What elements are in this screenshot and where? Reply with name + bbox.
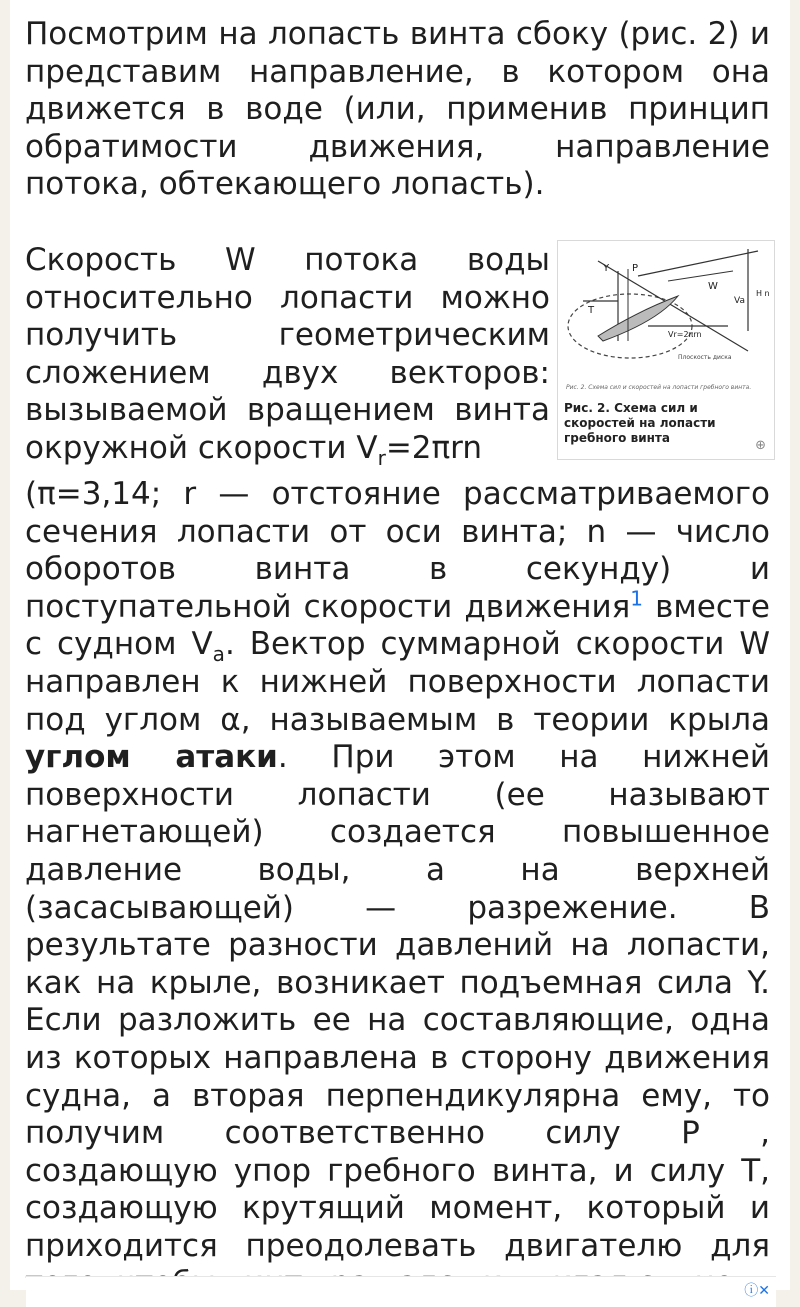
label-w: W [708, 281, 718, 292]
subscript-r: r [377, 446, 386, 471]
ad-close-icon[interactable]: ⓘ✕ [744, 1283, 770, 1299]
paragraph-3-part3: . Вектор суммарной скорости W направлен к нижней поверхности лопасти под углом α, называемым в теории крыла [25, 626, 770, 738]
paragraph-2-tail: =2πrn [385, 429, 483, 466]
paragraph-3 [25, 476, 770, 1303]
paragraph-2-text: Скорость W потока воды относительно лопасти можно получить геометрическим сложением двух векторов: вызываемой вращением винта окружной скорости V [25, 242, 550, 466]
label-vr: Vr=2πrn [668, 330, 702, 339]
paragraph-2 [25, 242, 550, 471]
label-va: Va [734, 296, 745, 306]
figure-propeller-diagram[interactable] [557, 240, 775, 460]
paragraph-1: Посмотрим на лопасть винта сбоку (рис. 2) и представим направление, в котором она движется в воде (или, применив принцип обратимости движения, направление потока, обтекающего лопасть). [25, 16, 770, 203]
subscript-a: a [212, 642, 225, 667]
term-angle-of-attack: углом атаки [25, 739, 278, 776]
paragraph-3-part2: вместе с судном V [25, 588, 770, 663]
ad-banner[interactable] [26, 1276, 776, 1307]
zoom-icon[interactable]: ⊕ [755, 438, 766, 453]
propeller-vector-diagram [558, 241, 774, 396]
label-y: Y [603, 263, 610, 274]
label-h: H n [756, 289, 770, 298]
label-p: P [632, 263, 639, 274]
figure-caption: Рис. 2. Схема сил и скоростей на лопасти гребного винта [564, 401, 716, 445]
paragraph-3-part1: (π=3,14; r — отстояние рассматриваемого сечения лопасти от оси винта; n — число оборотов винта в секунду) и поступательной скорости движения [25, 476, 770, 625]
article-page [10, 0, 790, 1290]
label-plane: Плоскость диска [678, 354, 732, 361]
figure-small-caption: Рис. 2. Схема сил и скоростей на лопасти гребного винта. [566, 384, 752, 391]
paragraph-3-part4: . При этом на нижней поверхности лопасти (ее называют нагнетающей) создается повышенное давление воды, а на верхней (засасывающей) — разрежение. В результате разности давлений на лопасти, как на крыле, возникает подъемная сила Y. Если разложить ее на составляющие, одна из которых направлена в сторону движения судна, а вторая перпендикулярна ему, то получим соответственно силу Р , создающую упор гребного винта, и силу Т, создающую крутящий момент, который и приходится преодолевать двигателю для [25, 739, 770, 1264]
label-t: T [588, 305, 595, 316]
footnote-link[interactable]: 1 [630, 586, 643, 611]
